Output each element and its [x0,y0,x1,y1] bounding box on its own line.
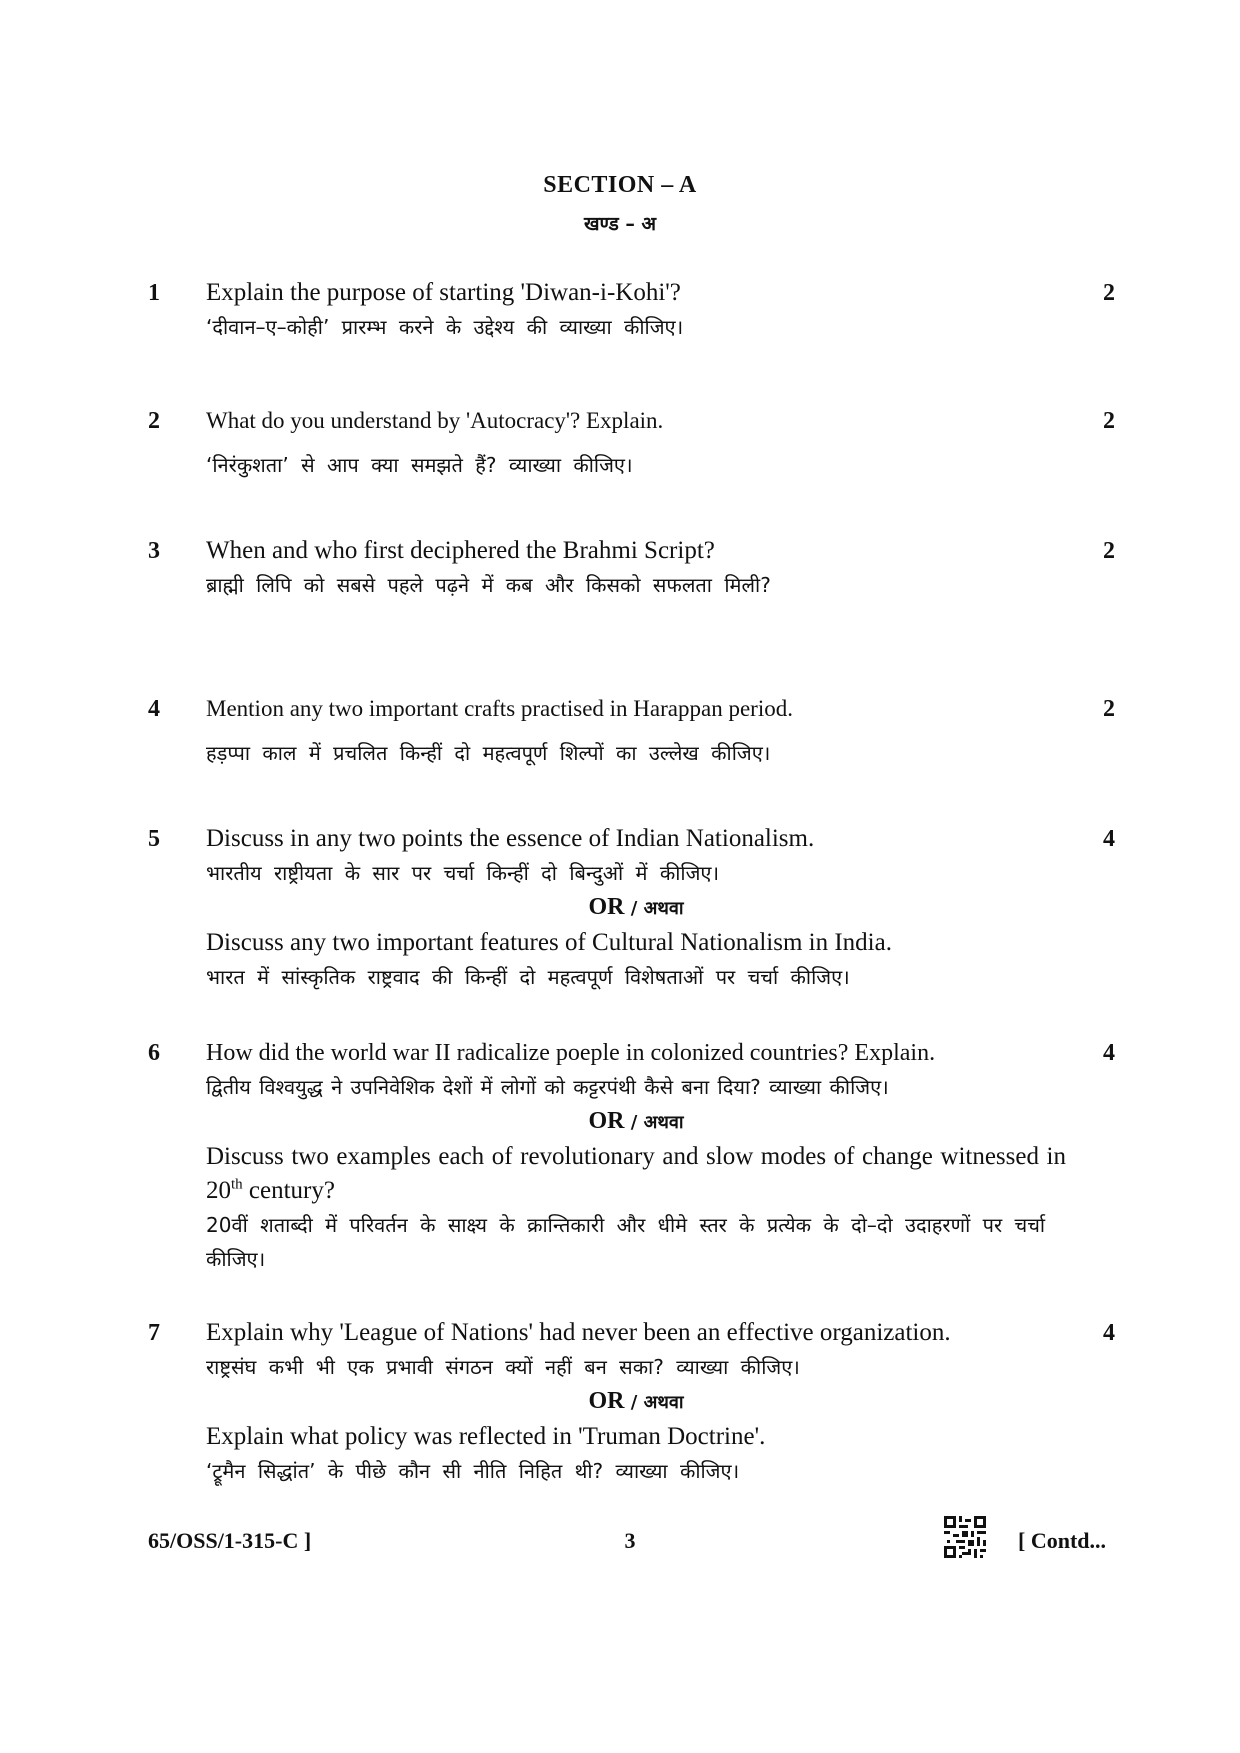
question-number: 6 [148,1040,160,1066]
question-number: 7 [148,1320,160,1346]
question-text-hi: द्वितीय विश्वयुद्ध ने उपनिवेशिक देशों में लोगों को कट्टरपंथी कैसे बना दिया? व्याख्या कीजिए। [206,1075,889,1099]
question-text-en: When and who first deciphered the Brahmi Script? [206,537,715,564]
question-text-en: Mention any two important crafts practised in Harappan period. [206,696,793,721]
alt-question-text-hi: 20वीं शताब्दी में परिवर्तन के साक्ष्य के क्रान्तिकारी और धीमे स्तर के प्रत्येक के दो–दो उदाहरणों पर चर्चा कीजिए। [206,1213,1046,1271]
question-marks: 2 [1103,408,1115,434]
alt-question-text-en: Discuss any two important features of Cultural Nationalism in India. [206,929,892,956]
qr-code-icon [944,1516,986,1558]
question-text-hi: ‘निरंकुशता’ से आप क्या समझते हैं? व्याख्या कीजिए। [206,453,633,477]
continued-label: [ Contd... [1018,1528,1107,1553]
or-divider: OR / अथवा [588,1388,684,1414]
question-text-en: What do you understand by 'Autocracy'? Explain. [206,408,664,433]
question-text-hi: हड़प्पा काल में प्रचलित किन्हीं दो महत्वपूर्ण शिल्पों का उल्लेख कीजिए। [206,741,771,765]
question-text-hi: ‘दीवान–ए–कोही’ प्रारम्भ करने के उद्देश्य की व्याख्या कीजिए। [206,315,684,339]
section-title: SECTION – A [543,172,697,198]
alt-question-text-hi: ‘ट्रूमैन सिद्धांत’ के पीछे कौन सी नीति निहित थी? व्याख्या कीजिए। [206,1459,740,1483]
alt-question-text-en: Explain what policy was reflected in 'Truman Doctrine'. [206,1423,766,1450]
question-number: 5 [148,826,160,852]
question-text-hi: भारतीय राष्ट्रीयता के सार पर चर्चा किन्हीं दो बिन्दुओं में कीजिए। [206,861,720,885]
question-number: 2 [148,408,160,434]
section-subtitle: खण्ड – अ [584,213,656,235]
question-marks: 2 [1103,696,1115,722]
question-number: 1 [148,280,160,306]
question-marks: 4 [1103,826,1115,852]
question-text-hi: ब्राह्मी लिपि को सबसे पहले पढ़ने में कब और किसको सफलता मिली? [206,573,771,597]
question-number: 3 [148,538,160,564]
alt-question-text-en: Discuss two examples each of revolutionary and slow modes of change witnessed in 20th century? [206,1143,1066,1204]
question-marks: 2 [1103,538,1115,564]
question-text-en: Discuss in any two points the essence of Indian Nationalism. [206,825,815,852]
question-text-en: Explain why 'League of Nations' had never been an effective organization. [206,1319,951,1346]
question-marks: 2 [1103,280,1115,306]
question-text-en: How did the world war II radicalize poeple in colonized countries? Explain. [206,1040,936,1066]
or-divider: OR / अथवा [588,1108,684,1134]
or-divider: OR / अथवा [588,894,684,920]
question-marks: 4 [1103,1040,1115,1066]
question-text-hi: राष्ट्रसंघ कभी भी एक प्रभावी संगठन क्यों नहीं बन सका? व्याख्या कीजिए। [206,1355,800,1379]
question-text-en: Explain the purpose of starting 'Diwan-i-Kohi'? [206,279,681,306]
question-marks: 4 [1103,1320,1115,1346]
paper-code: 65/OSS/1-315-C ] [148,1528,312,1553]
page-footer [0,1528,1240,1568]
question-number: 4 [148,696,160,722]
alt-question-text-hi: भारत में सांस्कृतिक राष्ट्रवाद की किन्हीं दो महत्वपूर्ण विशेषताओं पर चर्चा कीजिए। [206,965,850,989]
page-number: 3 [624,1528,636,1553]
